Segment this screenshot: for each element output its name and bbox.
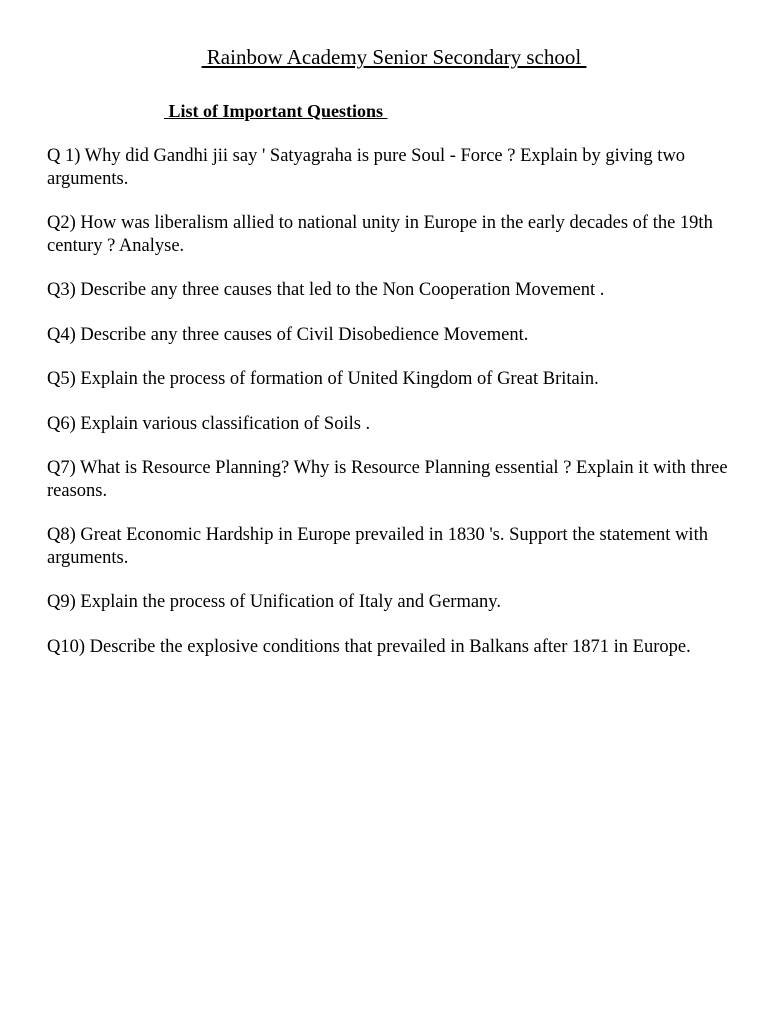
question-item: Q3) Describe any three causes that led to the Non Cooperation Movement . bbox=[47, 280, 605, 300]
question-item: Q2) How was liberalism allied to national unity in Europe in the early decades of the 19th century ? Analyse. bbox=[47, 213, 713, 256]
school-title: Rainbow Academy Senior Secondary school bbox=[201, 45, 587, 69]
question-list bbox=[47, 145, 737, 680]
question-item: Q9) Explain the process of Unification of Italy and Germany. bbox=[47, 592, 501, 612]
question-item: Q8) Great Economic Hardship in Europe prevailed in 1830 's. Support the statement with arguments. bbox=[47, 525, 708, 568]
list-title: List of Important Questions bbox=[164, 101, 388, 121]
question-item: Q10) Describe the explosive conditions that prevailed in Balkans after 1871 in Europe. bbox=[47, 636, 691, 657]
question-item: Q5) Explain the process of formation of United Kingdom of Great Britain. bbox=[47, 369, 599, 389]
question-item: Q4) Describe any three causes of Civil Disobedience Movement. bbox=[47, 324, 529, 345]
question-item: Q 1) Why did Gandhi jii say ' Satyagraha is pure Soul - Force ? Explain by giving two arguments. bbox=[47, 146, 686, 189]
question-item: Q6) Explain various classification of Soils . bbox=[47, 413, 371, 434]
question-item: Q7) What is Resource Planning? Why is Resource Planning essential ? Explain it with three reasons. bbox=[47, 458, 728, 501]
